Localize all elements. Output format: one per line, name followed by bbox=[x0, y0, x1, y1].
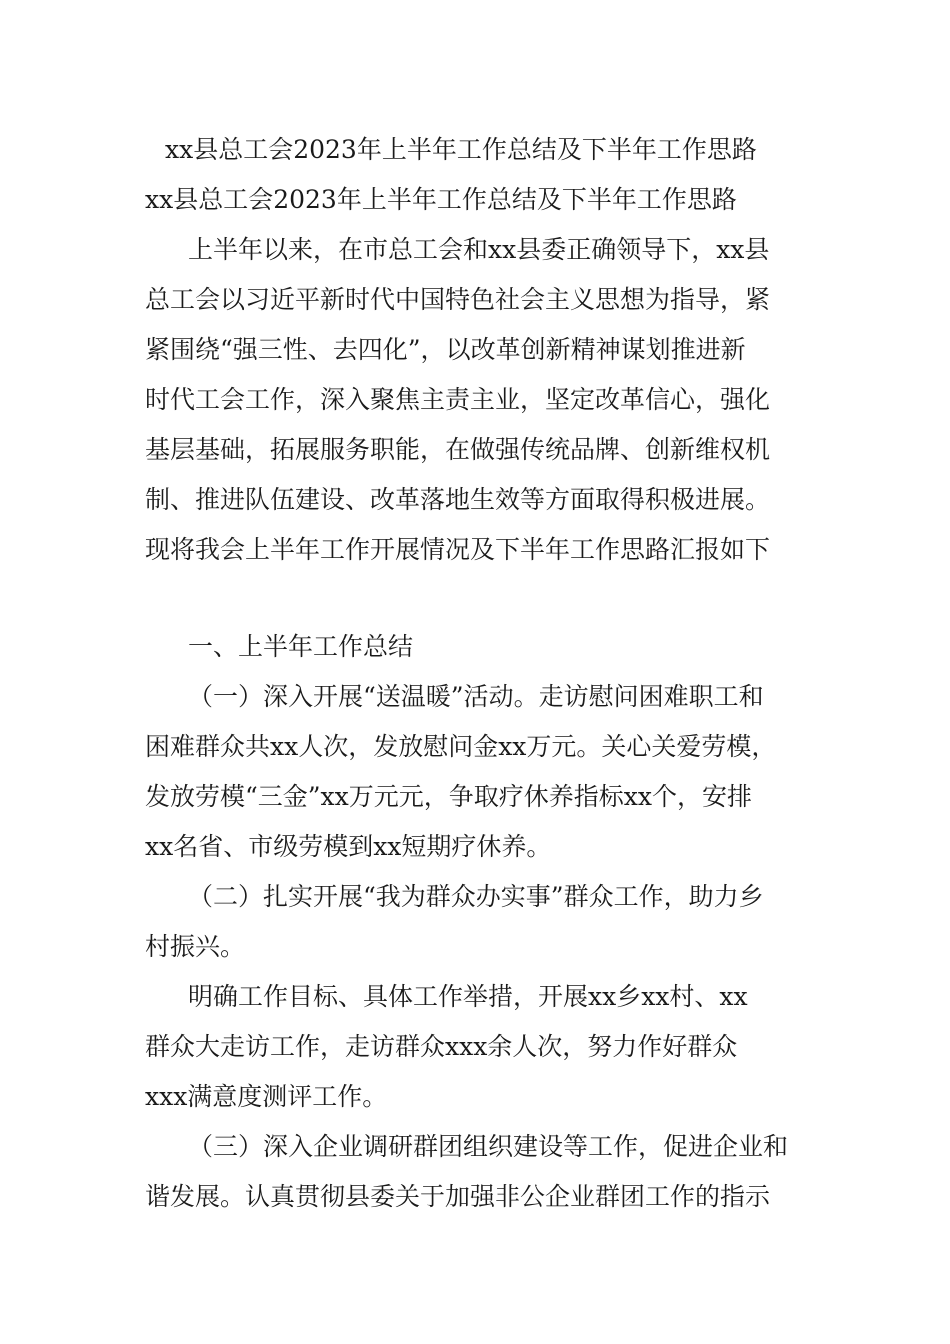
intro-paragraph-line: 上半年以来，在市总工会和xx县委正确领导下，xx县 bbox=[188, 235, 770, 264]
item-3-line: 谐发展。认真贯彻县委关于加强非公企业群团工作的指示 bbox=[145, 1182, 771, 1211]
item-1-line: 发放劳模“三金”xx万元元，争取疗休养指标xx个，安排 bbox=[145, 782, 752, 811]
item-3-line: （三）深入企业调研群团组织建设等工作，促进企业和 bbox=[188, 1132, 789, 1161]
intro-paragraph-line: 基层基础，拓展服务职能，在做强传统品牌、创新维权机 bbox=[145, 435, 771, 464]
intro-paragraph-line: 时代工会工作，深入聚焦主责主业，坚定改革信心，强化 bbox=[145, 385, 771, 414]
item-1-line: xx名省、市级劳模到xx短期疗休养。 bbox=[145, 832, 552, 861]
intro-paragraph-line: 制、推进队伍建设、改革落地生效等方面取得积极进展。 bbox=[145, 485, 771, 514]
intro-paragraph-line: 总工会以习近平新时代中国特色社会主义思想为指导，紧 bbox=[145, 285, 771, 314]
item-2-detail-line: 群众大走访工作，走访群众xxx余人次，努力作好群众 bbox=[145, 1032, 738, 1061]
intro-paragraph-line: 现将我会上半年工作开展情况及下半年工作思路汇报如下 bbox=[145, 535, 771, 564]
item-2-line: （二）扎实开展“我为群众办实事”群众工作，助力乡 bbox=[188, 882, 764, 911]
item-2-detail-line: xxx满意度测评工作。 bbox=[145, 1082, 388, 1111]
item-1-line: （一）深入开展“送温暖”活动。走访慰问困难职工和 bbox=[188, 682, 764, 711]
item-2-detail-line: 明确工作目标、具体工作举措，开展xx乡xx村、xx bbox=[188, 982, 748, 1011]
section-heading: 一、上半年工作总结 bbox=[188, 632, 414, 661]
item-2-line: 村振兴。 bbox=[145, 932, 246, 961]
intro-paragraph-line: 紧围绕“强三性、去四化”，以改革创新精神谋划推进新 bbox=[145, 335, 746, 364]
item-1-line: 困难群众共xx人次，发放慰问金xx万元。关心关爱劳模， bbox=[145, 732, 777, 761]
document-title: xx县总工会2023年上半年工作总结及下半年工作思路 bbox=[165, 135, 757, 164]
document-title-repeat: xx县总工会2023年上半年工作总结及下半年工作思路 bbox=[145, 185, 737, 214]
